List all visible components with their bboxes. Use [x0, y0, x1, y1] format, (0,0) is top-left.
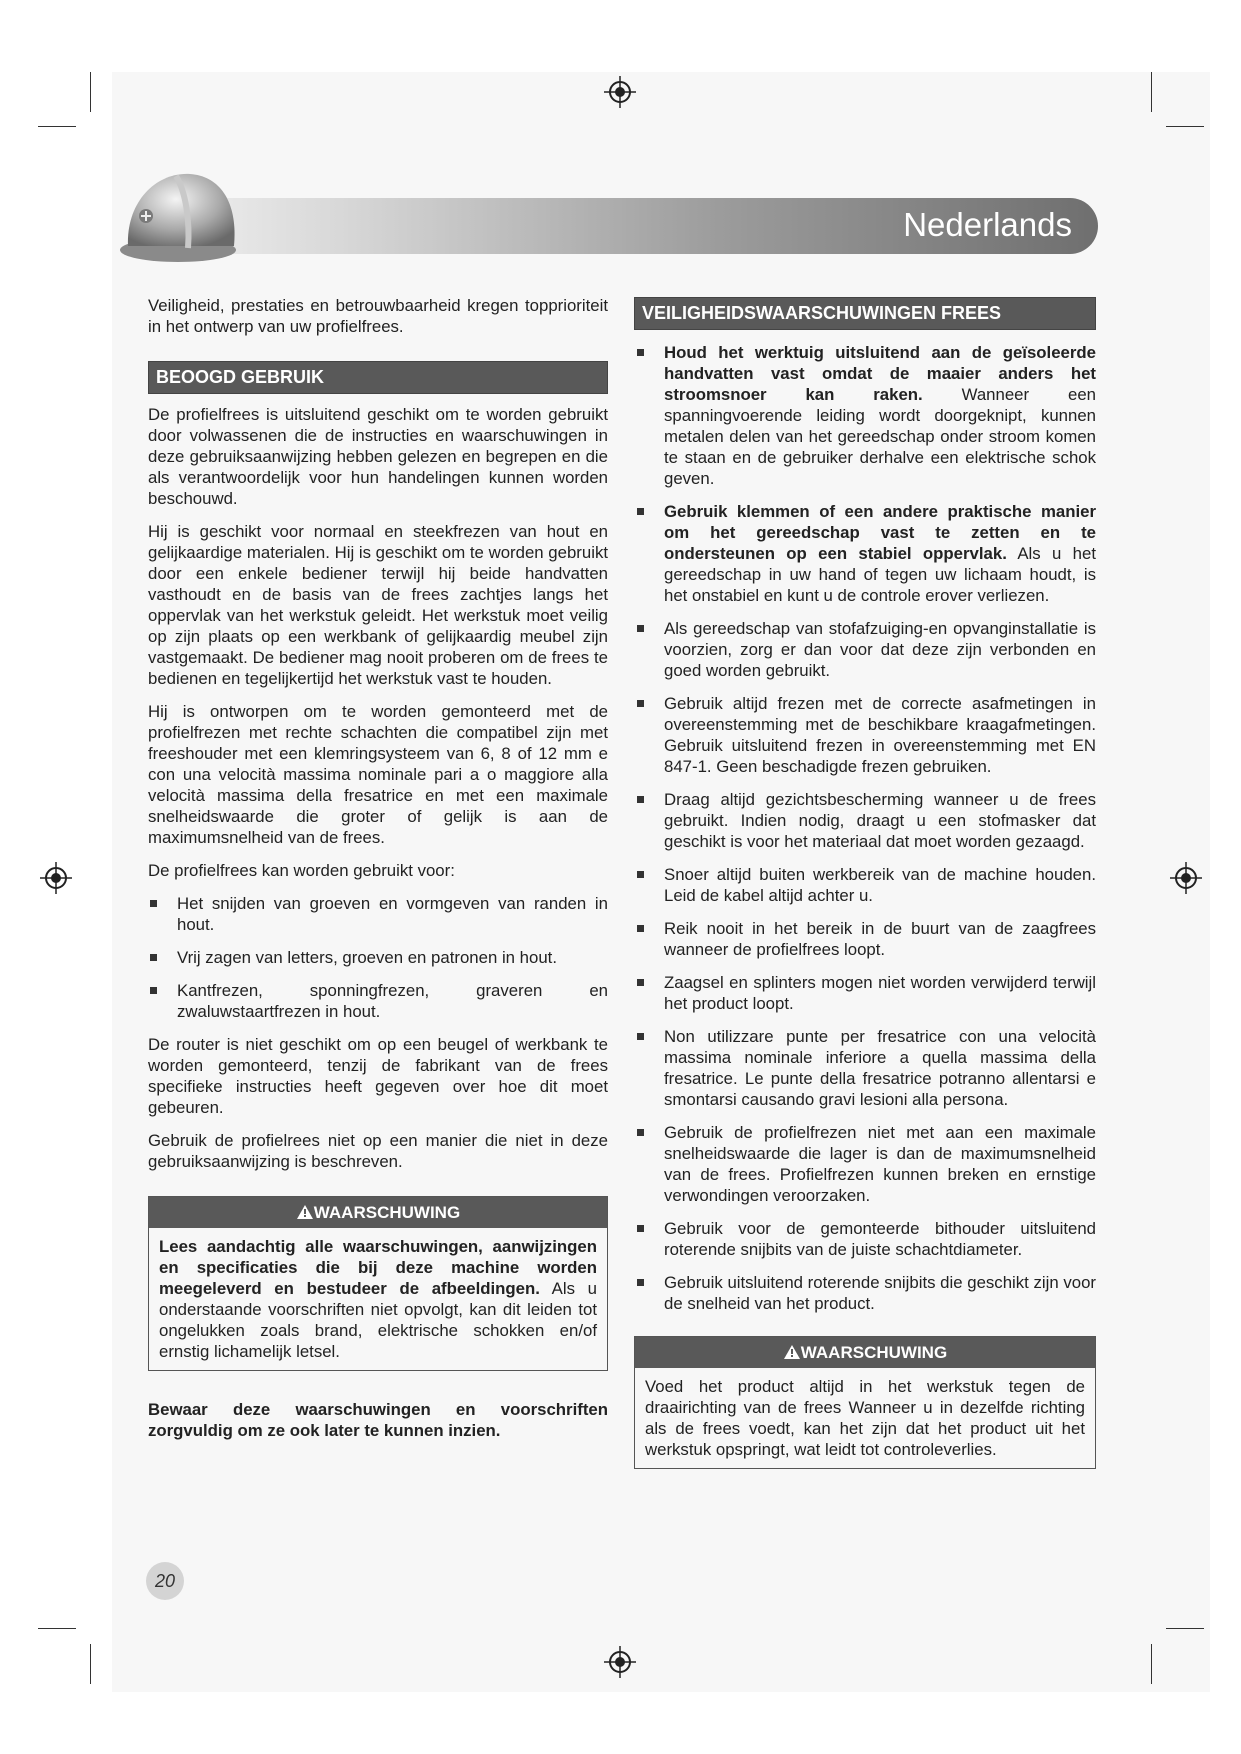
header-band — [150, 198, 1098, 254]
list-item: Kantfrezen, sponningfrezen, graveren en zwaluwstaartfrezen in hout. — [148, 980, 608, 1022]
bullet-text: Wanneer een spanningvoerende leiding wordt doorgeknipt, kunnen metalen delen van het gereedschap onder stroom komen te staan en de gebruiker derhalve een elektrische schok geven. — [664, 385, 1096, 488]
left-column — [148, 295, 608, 1453]
crop-mark — [1166, 1628, 1204, 1629]
paragraph: Hij is ontworpen om te worden gemonteerd met de profielfrezen met rechte schachten die compatibel zijn met freeshouder met een klemringsysteem van 6, 8 of 12 mm e con una velocità massima nominale pari a o maggiore alla velocità massima della fresatrice en met een maximale snelheidswaarde die groter of gelijk is aan de maximumsnelheid van de frees. — [148, 702, 608, 847]
paragraph: De profielfrees is uitsluitend geschikt om te worden gebruikt door volwassenen die de instructies en waarschuwingen in deze gebruiksaanwijzing hebben gelezen en begrepen en die als verantwoordelijk voor hun handelingen kunnen worden beschouwd. — [148, 405, 608, 508]
warning-header — [149, 1197, 607, 1228]
warning-box — [634, 1336, 1096, 1469]
warning-header — [635, 1337, 1095, 1368]
warning-title: WAARSCHUWING — [800, 1343, 948, 1362]
list-item: Draag altijd gezichtsbescherming wanneer u de frees gebruikt. Indien nodig, draagt u een stofmasker dat geschikt is voor het materiaal dat moet worden gezaagd. — [634, 789, 1096, 852]
registration-mark-icon — [1170, 862, 1202, 894]
crop-mark — [90, 72, 91, 112]
section-title-safety-warnings: VEILIGHEIDSWAARSCHUWINGEN FREES — [634, 297, 1096, 330]
list-item: Gebruik uitsluitend roterende snijbits die geschikt zijn voor de snelheid van het product. — [634, 1272, 1096, 1314]
language-title: Nederlands — [903, 206, 1072, 243]
list-item: Snoer altijd buiten werkbereik van de machine houden. Leid de kabel altijd achter u. — [634, 864, 1096, 906]
list-item — [634, 342, 1096, 489]
warning-text: Als u onderstaande voorschriften niet opvolgt, kan dit leiden tot ongelukken zoals brand, elektrische schokken en/of ernstig lichamelijk letsel. — [159, 1279, 597, 1361]
list-item: Als gereedschap van stofafzuiging-en opvanginstallatie is voorzien, zorg er dan voor dat deze zijn verbonden en goed worden gebruikt. — [634, 618, 1096, 681]
list-item: Vrij zagen van letters, groeven en patronen in hout. — [148, 947, 608, 968]
warning-bold-text: Lees aandachtig alle waarschuwingen, aanwijzingen en specificaties die bij deze machine worden meegeleverd en bestudeer de afbeeldingen. — [159, 1237, 597, 1298]
crop-mark — [38, 126, 76, 127]
bullet-text: Als u het gereedschap in uw hand of tegen uw lichaam houdt, is het onstabiel en kunt u de controle erover verliezen. — [664, 544, 1096, 605]
warning-box — [148, 1196, 608, 1371]
list-item: Zaagsel en splinters mogen niet worden verwijderd terwijl het product loopt. — [634, 972, 1096, 1014]
warning-title: WAARSCHUWING — [313, 1203, 461, 1222]
crop-mark — [1151, 72, 1152, 112]
list-item: Gebruik altijd frezen met de correcte asafmetingen in overeenstemming met de beschikbare kraagafmetingen. Gebruik uitsluitend frezen in overeenstemming met EN 847-1. Geen beschadigde frezen gebruiken. — [634, 693, 1096, 777]
list-item: Gebruik de profielfrezen niet met aan een maximale snelheidswaarde die lager is dan de maximumsnelheid van de frees. Profielfrezen kunnen breken en ernstige verwondingen veroorzaken. — [634, 1122, 1096, 1206]
registration-mark-icon — [604, 1646, 636, 1678]
right-column — [634, 297, 1096, 1485]
bullet-bold: Gebruik klemmen of een andere praktische manier om het gereedschap vast te zetten en te ondersteunen op een stabiel oppervlak. — [664, 502, 1096, 563]
keep-instructions — [148, 1399, 608, 1441]
paragraph: Gebruik de profielrees niet op een manier die niet in deze gebruiksaanwijzing is beschreven. — [148, 1131, 608, 1171]
page-number: 20 — [146, 1562, 184, 1600]
list-item: Non utilizzare punte per fresatrice con una velocità massima nominale inferiore a quella massima della fresatrice. Le punte della fresatrice potranno allentarsi e smontarsi causando gravi lesioni alla persona. — [634, 1026, 1096, 1110]
intro-paragraph: Veiligheid, prestaties en betrouwbaarheid kregen topprioriteit in het ontwerp van uw profielfrees. — [148, 296, 608, 336]
section-title-intended-use: BEOOGD GEBRUIK — [148, 361, 608, 394]
warning-body: Voed het product altijd in het werkstuk tegen de draairichting van de frees Wanneer u in dezelfde richting als de frees voedt, kan het zijn dat het product uit het werkstuk opspringt, wat leidt tot controleverlies. — [645, 1377, 1085, 1459]
list-item: Gebruik voor de gemonteerde bithouder uitsluitend roterende snijbits van de juiste schachtdiameter. — [634, 1218, 1096, 1260]
list-item — [634, 501, 1096, 606]
registration-mark-icon — [604, 76, 636, 108]
warning-triangle-icon — [783, 1344, 801, 1360]
crop-mark — [90, 1644, 91, 1684]
crop-mark — [38, 1628, 76, 1629]
list-item: Reik nooit in het bereik in de buurt van de zaagfrees wanneer de profielfrees loopt. — [634, 918, 1096, 960]
bullet-bold: Houd het werktuig uitsluitend aan de geïsoleerde handvatten vast omdat de maaier anders het stroomsnoer kan raken. — [664, 343, 1096, 404]
registration-mark-icon — [40, 862, 72, 894]
warning-triangle-icon — [296, 1204, 314, 1220]
crop-mark — [1151, 1644, 1152, 1684]
warning-body — [149, 1228, 607, 1370]
safety-helmet-icon — [116, 162, 246, 267]
paragraph: De profielfrees kan worden gebruikt voor: — [148, 861, 455, 880]
paragraph: Hij is geschikt voor normaal en steekfrezen van hout en gelijkaardige materialen. Hij is geschikt om te worden gebruikt door een enkele bediener terwijl hij beide handvatten vasthoudt en de basis van de frees zachtjes langs het oppervlak van het werkstuk geleidt. Het werkstuk moet veilig op zijn plaats op een werkbank of gelijkaardig meubel zijn vastgemaakt. De bediener mag nooit proberen om de frees te bedienen en tegelijkertijd het werkstuk vast te houden. — [148, 522, 608, 688]
keep-instructions-text: Bewaar deze waarschuwingen en voorschriften zorgvuldig om ze ook later te kunnen inzien. — [148, 1400, 608, 1440]
paragraph: De router is niet geschikt om op een beugel of werkbank te worden gemonteerd, tenzij de fabrikant van de frees specifieke instructies heeft gegeven over hoe dit moet gebeuren. — [148, 1035, 608, 1117]
crop-mark — [1166, 126, 1204, 127]
list-item: Het snijden van groeven en vormgeven van randen in hout. — [148, 893, 608, 935]
